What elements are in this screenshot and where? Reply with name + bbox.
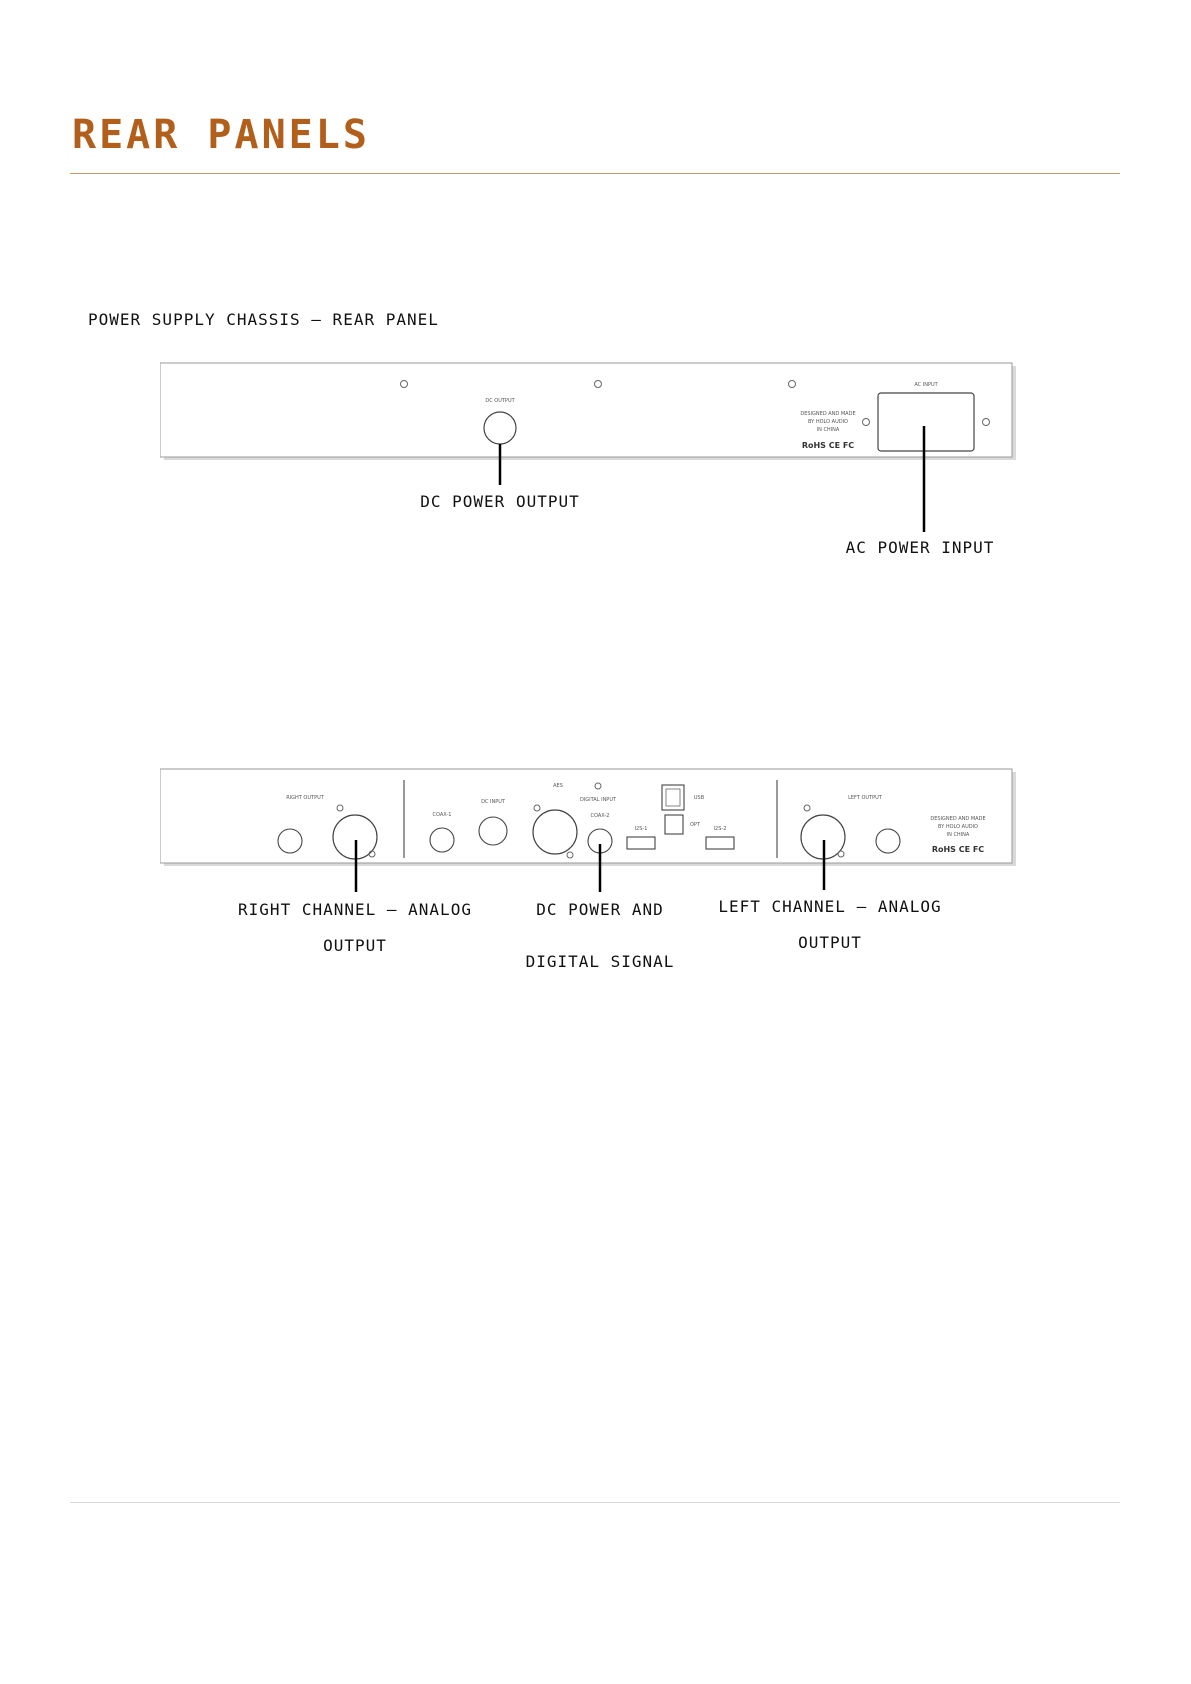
dc-input-label: DC INPUT [481, 799, 505, 805]
coax1-label: COAX-1 [432, 812, 452, 818]
cert-marks: RoHS CE FC [931, 845, 985, 854]
maker-line-3: IN CHINA [816, 427, 840, 433]
i2s2-label: I2S-2 [713, 826, 727, 832]
title-divider [70, 173, 1120, 174]
ac-power-input-callout [800, 530, 1040, 566]
maker-line-1: DESIGNED AND MADE [800, 411, 856, 417]
dc-digital-line2: DIGITAL SIGNAL [525, 952, 675, 971]
maker-line-2: BY HOLO AUDIO [808, 419, 848, 425]
psu-panel-body [160, 363, 1012, 457]
left-channel-line1: LEFT CHANNEL – ANALOG [718, 897, 942, 916]
page-title: REAR PANELS [72, 112, 370, 158]
dc-digital-callout [490, 892, 710, 980]
dac-panel-body [160, 769, 1012, 863]
opt-label: OPT [689, 822, 701, 828]
left-channel-callout [690, 889, 970, 961]
aes-label: AES [553, 783, 563, 789]
dc-power-output-callout [380, 484, 620, 520]
usb-label: USB [693, 795, 705, 801]
section-title: POWER SUPPLY CHASSIS – REAR PANEL [88, 310, 439, 329]
i2s1-label: I2S-1 [634, 826, 648, 832]
maker-line-2: BY HOLO AUDIO [938, 824, 978, 830]
footer-divider [70, 1502, 1120, 1503]
dc-power-output-text: DC POWER OUTPUT [420, 492, 580, 511]
cert-marks: RoHS CE FC [801, 441, 855, 450]
ac-power-input-text: AC POWER INPUT [845, 538, 995, 557]
left-output-label: LEFT OUTPUT [848, 795, 882, 801]
right-output-label: RIGHT OUTPUT [286, 795, 324, 801]
right-channel-line1: RIGHT CHANNEL – ANALOG [238, 900, 472, 919]
dac-rear-panel-diagram [160, 760, 1040, 910]
ac-input-label: AC INPUT [914, 382, 938, 388]
maker-line-1: DESIGNED AND MADE [930, 816, 986, 822]
dc-output-label: DC OUTPUT [485, 398, 515, 404]
right-channel-callout [215, 892, 495, 964]
coax2-label: COAX-2 [590, 813, 610, 819]
left-channel-line2: OUTPUT [798, 933, 862, 952]
right-channel-line2: OUTPUT [323, 936, 387, 955]
digital-input-label: DIGITAL INPUT [579, 797, 617, 803]
dc-digital-line1: DC POWER AND [536, 900, 664, 919]
maker-line-3: IN CHINA [946, 832, 970, 838]
